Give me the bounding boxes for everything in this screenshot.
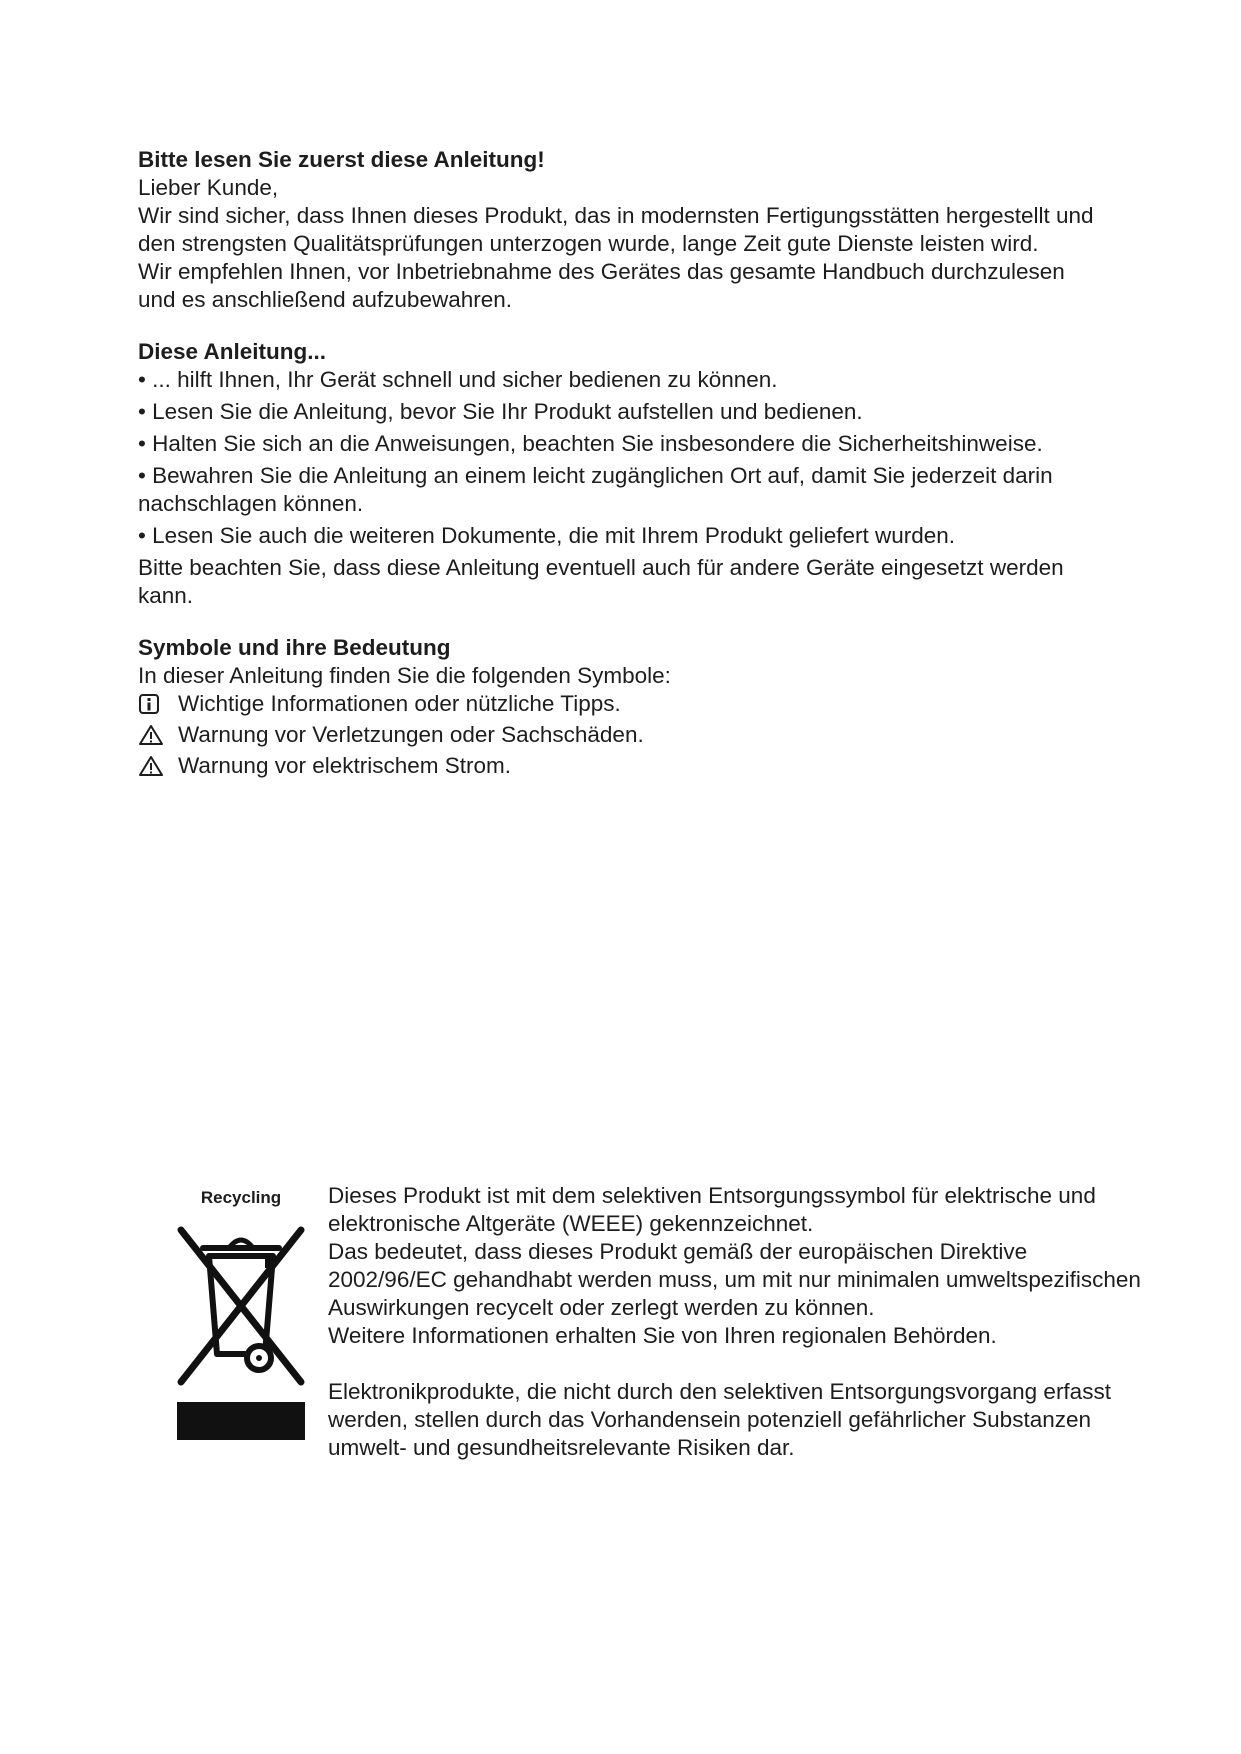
recycling-label: Recycling bbox=[200, 1188, 282, 1207]
symbol-description: Warnung vor elektrischem Strom. bbox=[178, 753, 512, 778]
recycling-paragraph: Elektronikprodukte, die nicht durch den selektiven Entsorgungsvorgang erfasst werden, stellen durch das Vorhandensein potenziell gefährlicher Substanzen umwelt- und gesundheitsrelevante Risiken dar. bbox=[328, 1379, 1111, 1460]
symbol-row bbox=[138, 721, 1098, 749]
recycling-text bbox=[328, 1182, 1148, 1462]
recycling-paragraph: Weitere Informationen erhalten Sie von Ihren regionalen Behörden. bbox=[328, 1323, 997, 1348]
intro-greeting: Lieber Kunde, bbox=[138, 175, 279, 200]
intro-paragraph: Wir sind sicher, dass Ihnen dieses Produkt, das in modernsten Fertigungsstätten hergestellt und den strengsten Qualitätsprüfungen unterzogen wurde, lange Zeit gute Dienste leisten wird. bbox=[138, 203, 1094, 256]
bullet-item: • ... hilft Ihnen, Ihr Gerät schnell und sicher bedienen zu können. bbox=[138, 367, 778, 392]
intro-title: Bitte lesen Sie zuerst diese Anleitung! bbox=[138, 147, 545, 172]
bullet-item: • Halten Sie sich an die Anweisungen, beachten Sie insbesondere die Sicherheitshinweise. bbox=[138, 431, 1043, 456]
intro-section bbox=[138, 146, 1098, 783]
symbols-intro: In dieser Anleitung finden Sie die folgenden Symbole: bbox=[138, 663, 671, 688]
recycling-block bbox=[172, 1188, 310, 1440]
symbol-row bbox=[138, 690, 1098, 718]
info-icon bbox=[138, 693, 178, 715]
warning-icon bbox=[138, 755, 178, 777]
bullet-item: • Lesen Sie die Anleitung, bevor Sie Ihr Produkt aufstellen und bedienen. bbox=[138, 399, 863, 424]
manual-note: Bitte beachten Sie, dass diese Anleitung eventuell auch für andere Geräte eingesetzt werden kann. bbox=[138, 555, 1064, 608]
symbols-title: Symbole und ihre Bedeutung bbox=[138, 635, 451, 660]
manual-title: Diese Anleitung... bbox=[138, 339, 326, 364]
intro-paragraph: Wir empfehlen Ihnen, vor Inbetriebnahme des Gerätes das gesamte Handbuch durchzulesen und es anschließend aufzubewahren. bbox=[138, 259, 1065, 312]
recycling-paragraph: Dieses Produkt ist mit dem selektiven Entsorgungssymbol für elektrische und elektronische Altgeräte (WEEE) gekennzeichnet. bbox=[328, 1183, 1096, 1236]
weee-bin-icon bbox=[177, 1226, 305, 1386]
bullet-item: • Bewahren Sie die Anleitung an einem leicht zugänglichen Ort auf, damit Sie jederzeit darin nachschlagen können. bbox=[138, 463, 1053, 516]
warning-icon bbox=[138, 724, 178, 746]
weee-bar bbox=[177, 1402, 305, 1440]
bullet-item: • Lesen Sie auch die weiteren Dokumente, die mit Ihrem Produkt geliefert wurden. bbox=[138, 523, 956, 548]
symbol-row bbox=[138, 752, 1098, 780]
recycling-paragraph: Das bedeutet, dass dieses Produkt gemäß der europäischen Direktive 2002/96/EC gehandhabt werden muss, um mit nur minimalen umweltspezifischen Auswirkungen recycelt oder zerlegt werden zu können. bbox=[328, 1239, 1141, 1320]
symbol-description: Wichtige Informationen oder nützliche Tipps. bbox=[178, 691, 621, 716]
symbol-description: Warnung vor Verletzungen oder Sachschäden. bbox=[178, 722, 644, 747]
